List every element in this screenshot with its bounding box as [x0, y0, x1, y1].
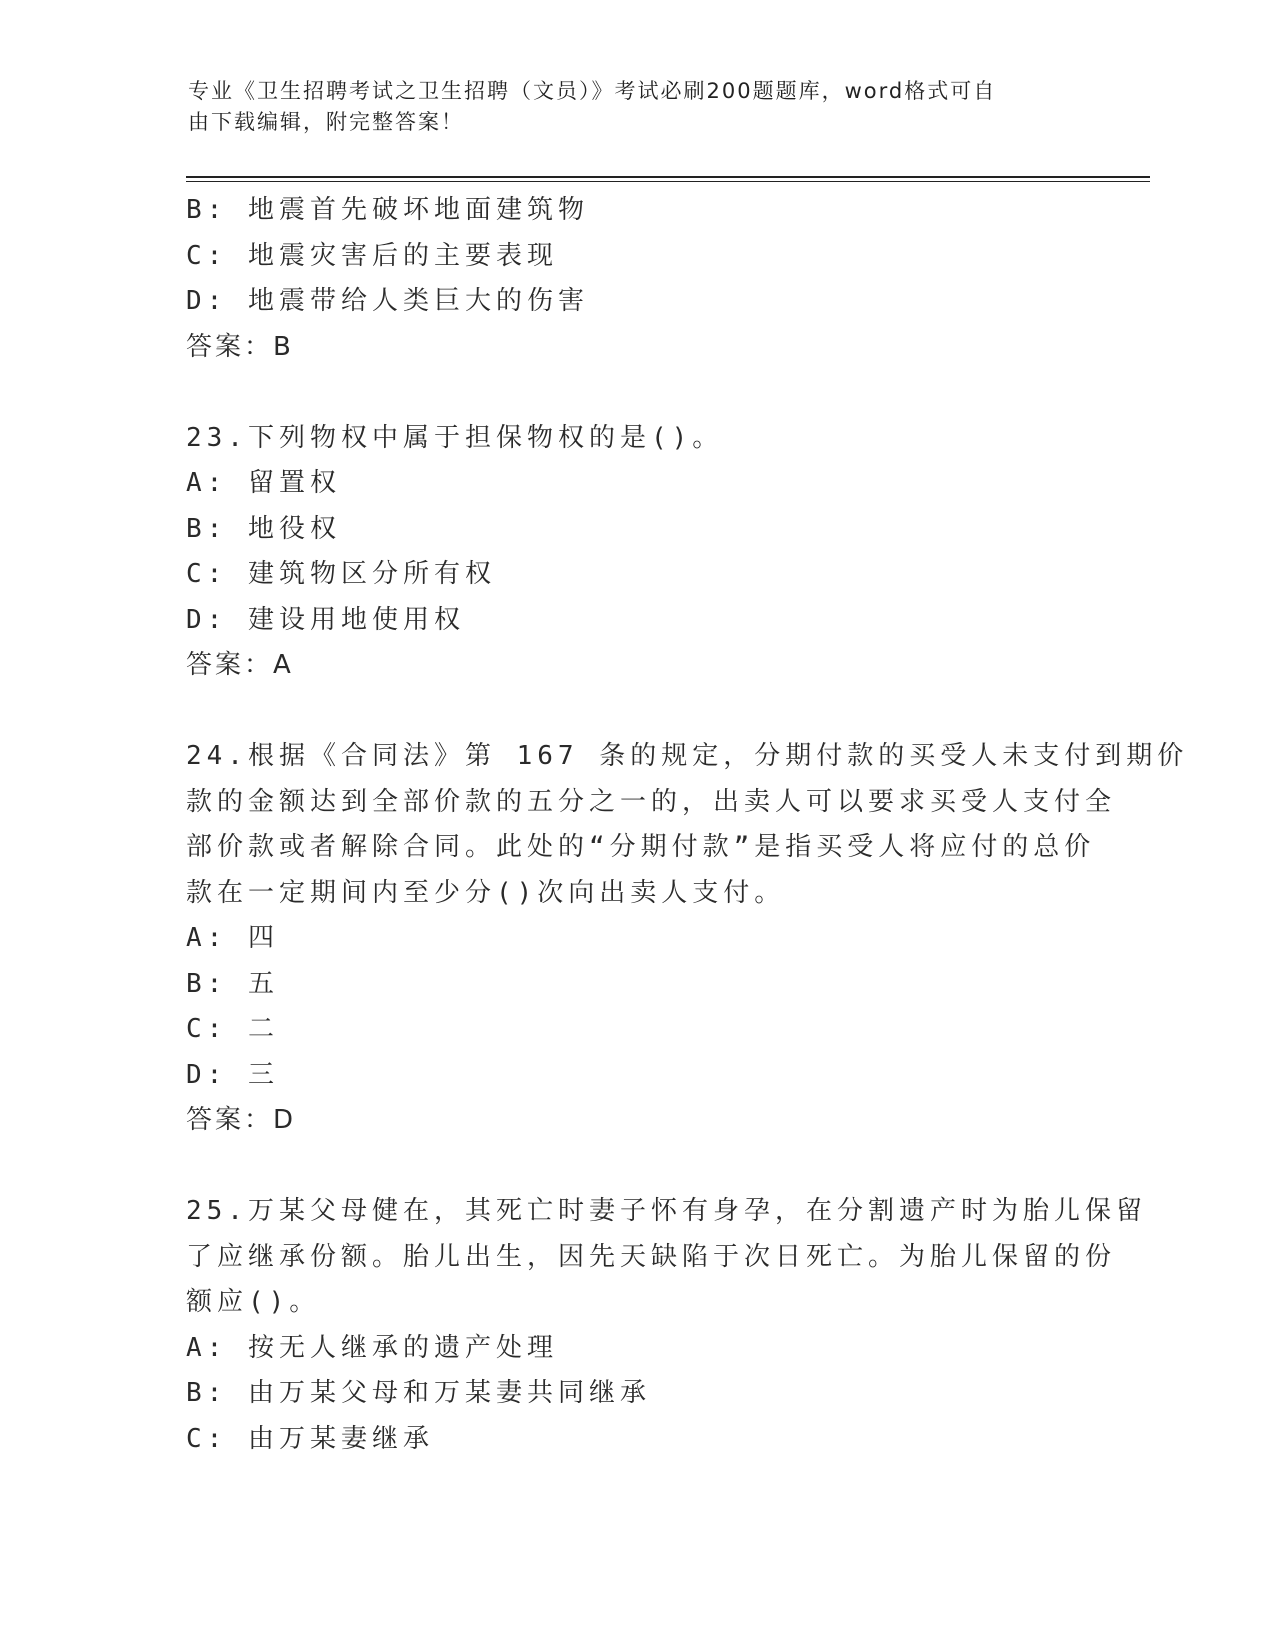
- option-a: A: 留置权: [186, 468, 341, 498]
- question-22-tail: [186, 188, 1086, 370]
- option-b: B: 五: [186, 968, 279, 999]
- option-c: C: 由万某妻继承: [186, 1423, 434, 1454]
- header-divider-thick: [186, 176, 1150, 178]
- option-d: D: 地震带给人类巨大的伤害: [186, 286, 589, 316]
- option-a: A: 四: [186, 923, 279, 953]
- question-stem-line-2: 了应继承份额。胎儿出生，因先天缺陷于次日死亡。为胎儿保留的份: [186, 1241, 1117, 1272]
- option-d: D: 三: [186, 1059, 279, 1090]
- question-list: [186, 188, 1189, 1462]
- spacer: [186, 689, 1086, 735]
- question-stem-line-4: 款在一定期间内至少分()次向出卖人支付。: [186, 877, 786, 908]
- question-stem-line-2: 款的金额达到全部价款的五分之一的，出卖人可以要求买受人支付全: [186, 786, 1117, 817]
- question-24: [186, 734, 1189, 1144]
- spacer: [186, 370, 1086, 416]
- answer: 答案：D: [186, 1105, 297, 1135]
- option-b: B: 地役权: [186, 513, 341, 544]
- document-header: [188, 76, 1068, 138]
- option-c: C: 二: [186, 1014, 279, 1044]
- question-stem-line-1: 24.根据《合同法》第 167 条的规定，分期付款的买受人未支付到期价: [186, 741, 1189, 771]
- option-b: B: 由万某父母和万某妻共同继承: [186, 1378, 651, 1408]
- question-23: [186, 416, 1086, 689]
- answer: 答案：B: [186, 331, 294, 362]
- question-25: [186, 1189, 1147, 1462]
- option-a: A: 按无人继承的遗产处理: [186, 1332, 558, 1363]
- option-b: B: 地震首先破坏地面建筑物: [186, 195, 589, 225]
- answer: 答案：A: [186, 650, 294, 680]
- header-divider-thin: [186, 181, 1150, 182]
- question-stem-line-3: 额应()。: [186, 1287, 321, 1317]
- question-stem-line-1: 25.万某父母健在，其死亡时妻子怀有身孕，在分割遗产时为胎儿保留: [186, 1196, 1147, 1226]
- spacer: [186, 1144, 1086, 1190]
- header-line-1: 专业《卫生招聘考试之卫生招聘（文员）》考试必刷200题题库，word格式可自: [188, 79, 997, 103]
- header-line-2: 由下载编辑，附完整答案！: [188, 110, 464, 134]
- option-c: C: 地震灾害后的主要表现: [186, 240, 558, 271]
- option-d: D: 建设用地使用权: [186, 604, 465, 635]
- option-c: C: 建筑物区分所有权: [186, 559, 496, 589]
- question-stem: 23.下列物权中属于担保物权的是()。: [186, 422, 724, 453]
- question-stem-line-3: 部价款或者解除合同。此处的“分期付款”是指买受人将应付的总价: [186, 832, 1096, 862]
